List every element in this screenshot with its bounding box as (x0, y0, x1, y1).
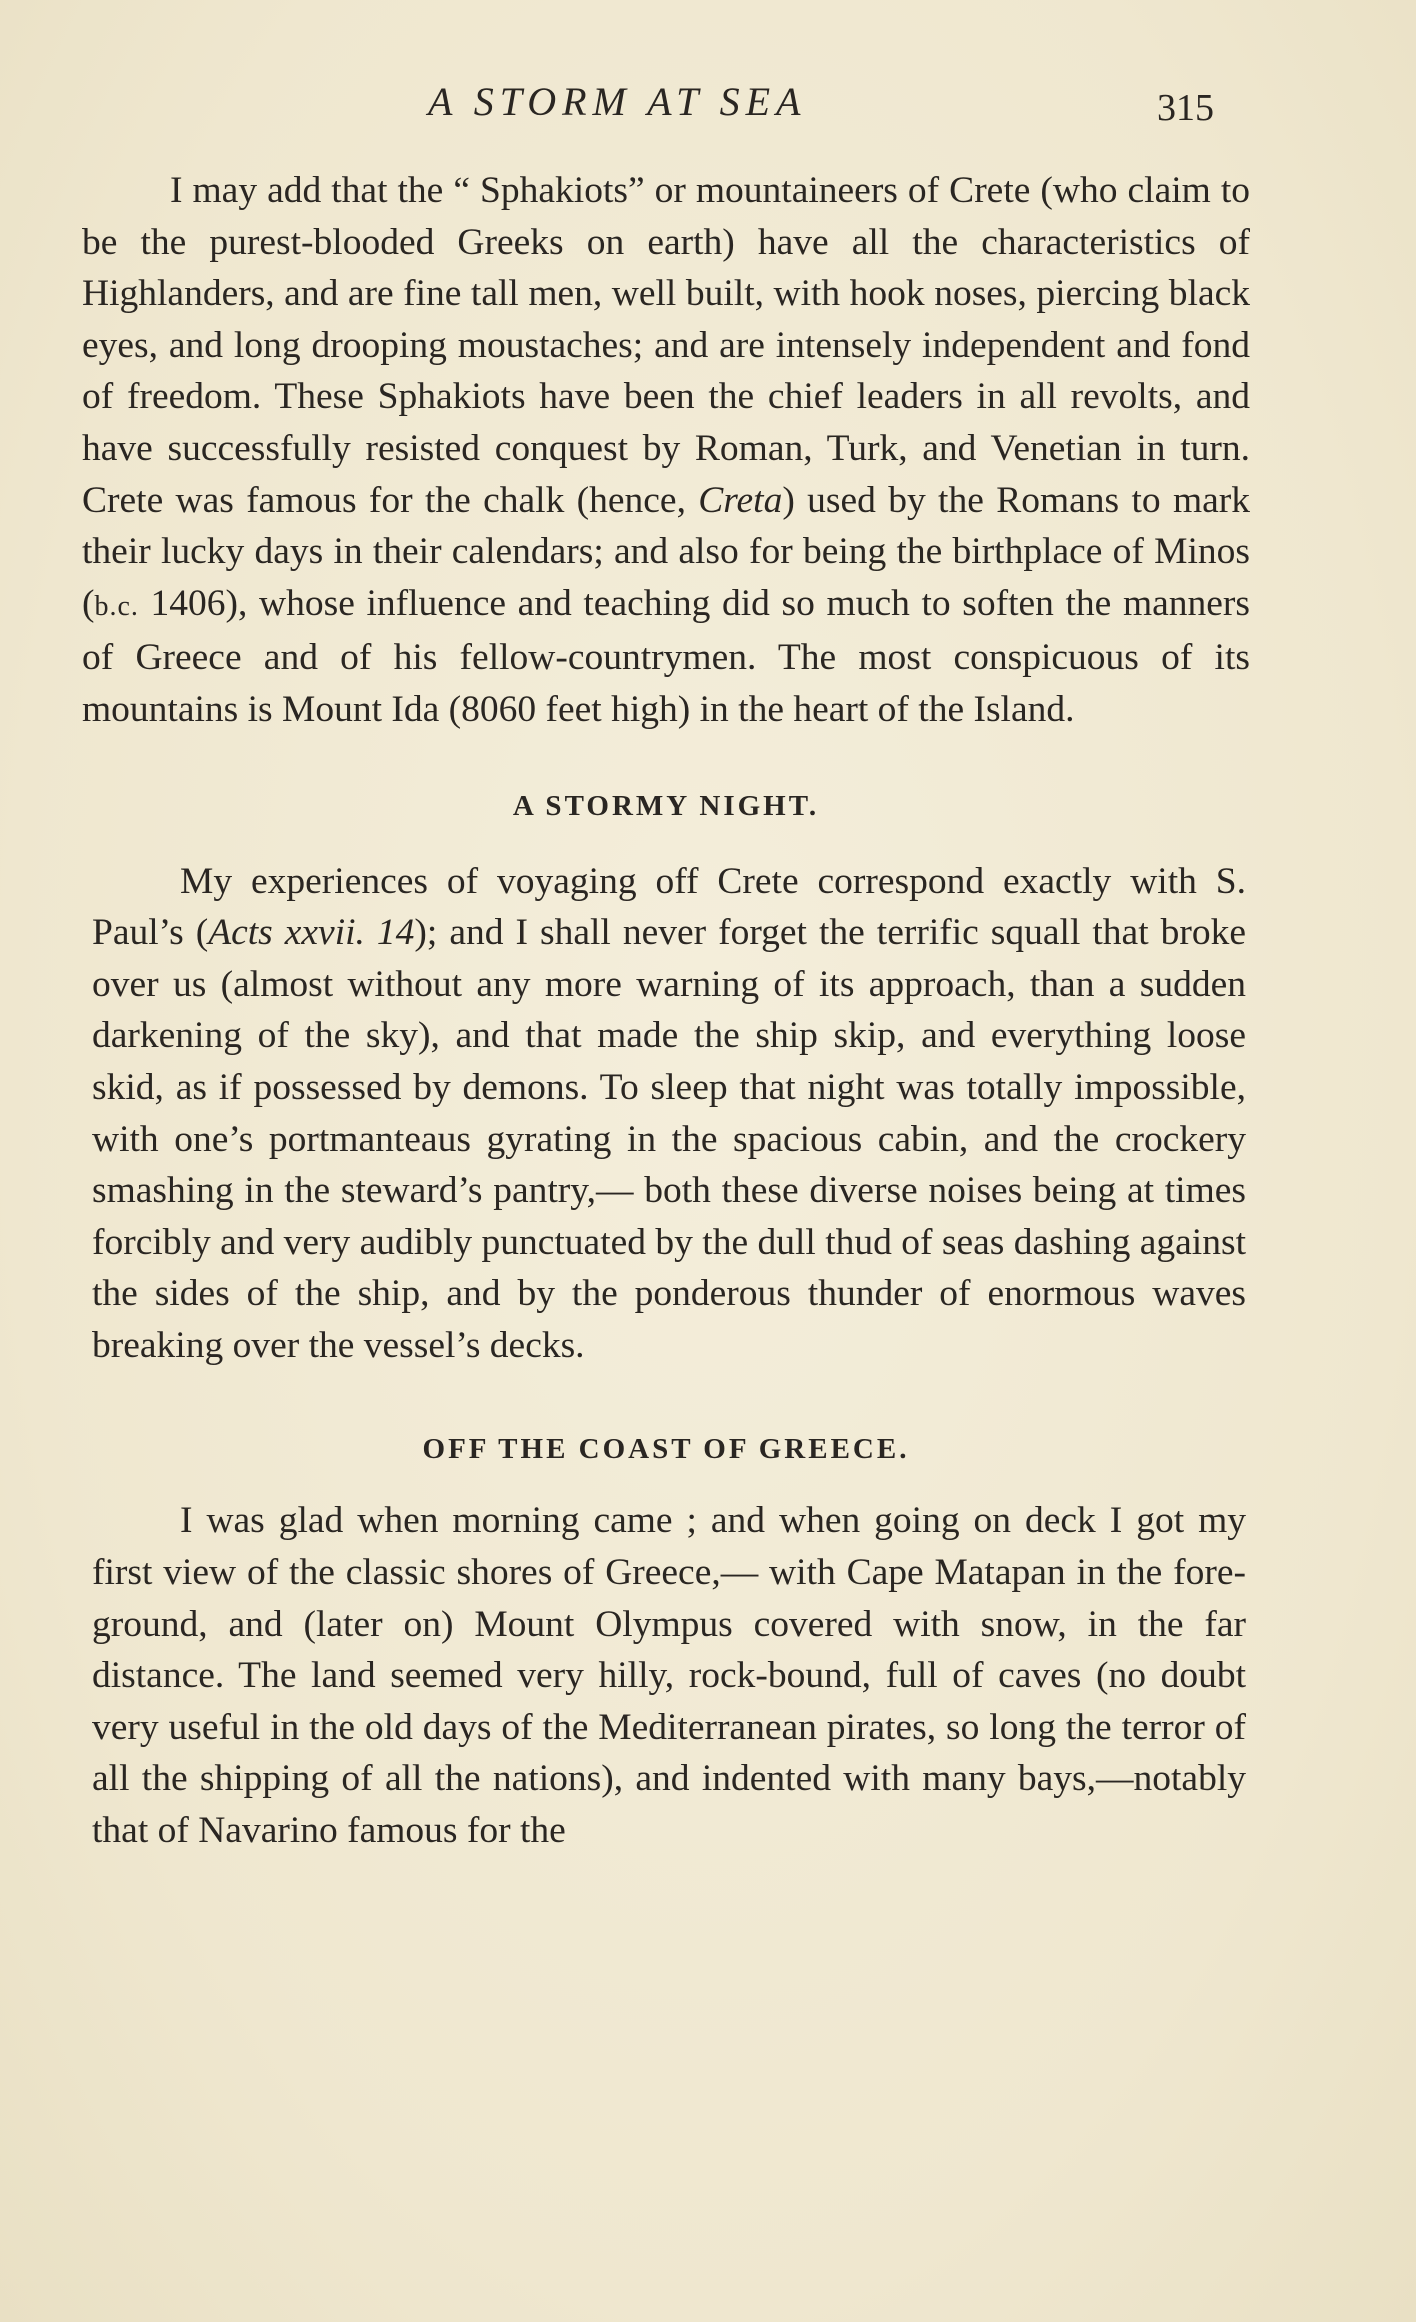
small-caps-era: b.c. (94, 590, 139, 622)
page-number: 315 (1157, 87, 1214, 129)
paragraph-sphakiots (82, 165, 1250, 736)
italic-reference: Acts xxvii. 14 (208, 912, 415, 954)
running-head (0, 78, 1416, 138)
paragraph-text: ); and I shall never forget the terrific squall that broke over us (almost without any more warning of its approach, than a sudden darkening of the sky), and that made the ship skip, and everything loose skid, as if possessed by demons. To sleep that night was totally impossible, with one’s portmanteaus gyrating in the spacious cabin, and the crockery smashing in the steward’s pantry,— both these diverse noises being at times forcibly and very audibly punctuated by the dull thud of seas dashing against the sides of the ship, and by the ponderous thunder of enormous waves breaking over the vessel’s decks. (92, 912, 1247, 1366)
paragraph-text: I may add that the “ Sphakiots” or mountaineers of Crete (who claim to be the purest-blooded Greeks on earth) have all the characteristics of Highlanders, and are fine tall men, well built, with hook noses, piercing black eyes, and long drooping moustaches; and are intensely independent and fond of freedom. These Sphakiots have been the chief leaders in all revolts, and have successfully resisted conquest by Roman, Turk, and Venetian in turn. Crete was famous for the chalk (hence, (82, 170, 1250, 521)
paragraph-text: My experiences of voyaging off Crete correspond exactly with S. Paul’s ( (92, 860, 1246, 954)
section-heading-stormy-night: A STORMY NIGHT. (512, 789, 820, 822)
section-heading-coast-of-greece: OFF THE COAST OF GREECE. (422, 1433, 910, 1466)
paragraph-text: ) used by the Romans to mark their lucky days in their calendars; and also for being the birthplace of Minos ( (82, 479, 1250, 624)
paragraph-stormy-night (82, 856, 1250, 1372)
italic-term: Creta (698, 479, 783, 521)
paragraph-text: 1406), whose influence and teaching did so much to soften the manners of Greece and of his fellow-countrymen. The most conspicuous of its mountains is Mount Ida (8060 feet high) in the heart of the Island. (82, 582, 1250, 730)
body-text (82, 165, 1250, 1857)
paragraph-text: I was glad when morning came ; and when going on deck I got my first view of the classic shores of Greece,— with Cape Matapan in the fore-ground, and (later on) Mount Olympus covered with snow, in the far distance. The land seemed very hilly, rock-bound, full of caves (no doubt very useful in the old days of the Mediterranean pirates, so long the terror of all the shipping of all the nations), and indented with many bays,—notably that of Navarino famous for the (92, 1500, 1246, 1852)
running-title: A STORM AT SEA (428, 79, 807, 124)
paragraph-coast-of-greece (82, 1495, 1250, 1856)
